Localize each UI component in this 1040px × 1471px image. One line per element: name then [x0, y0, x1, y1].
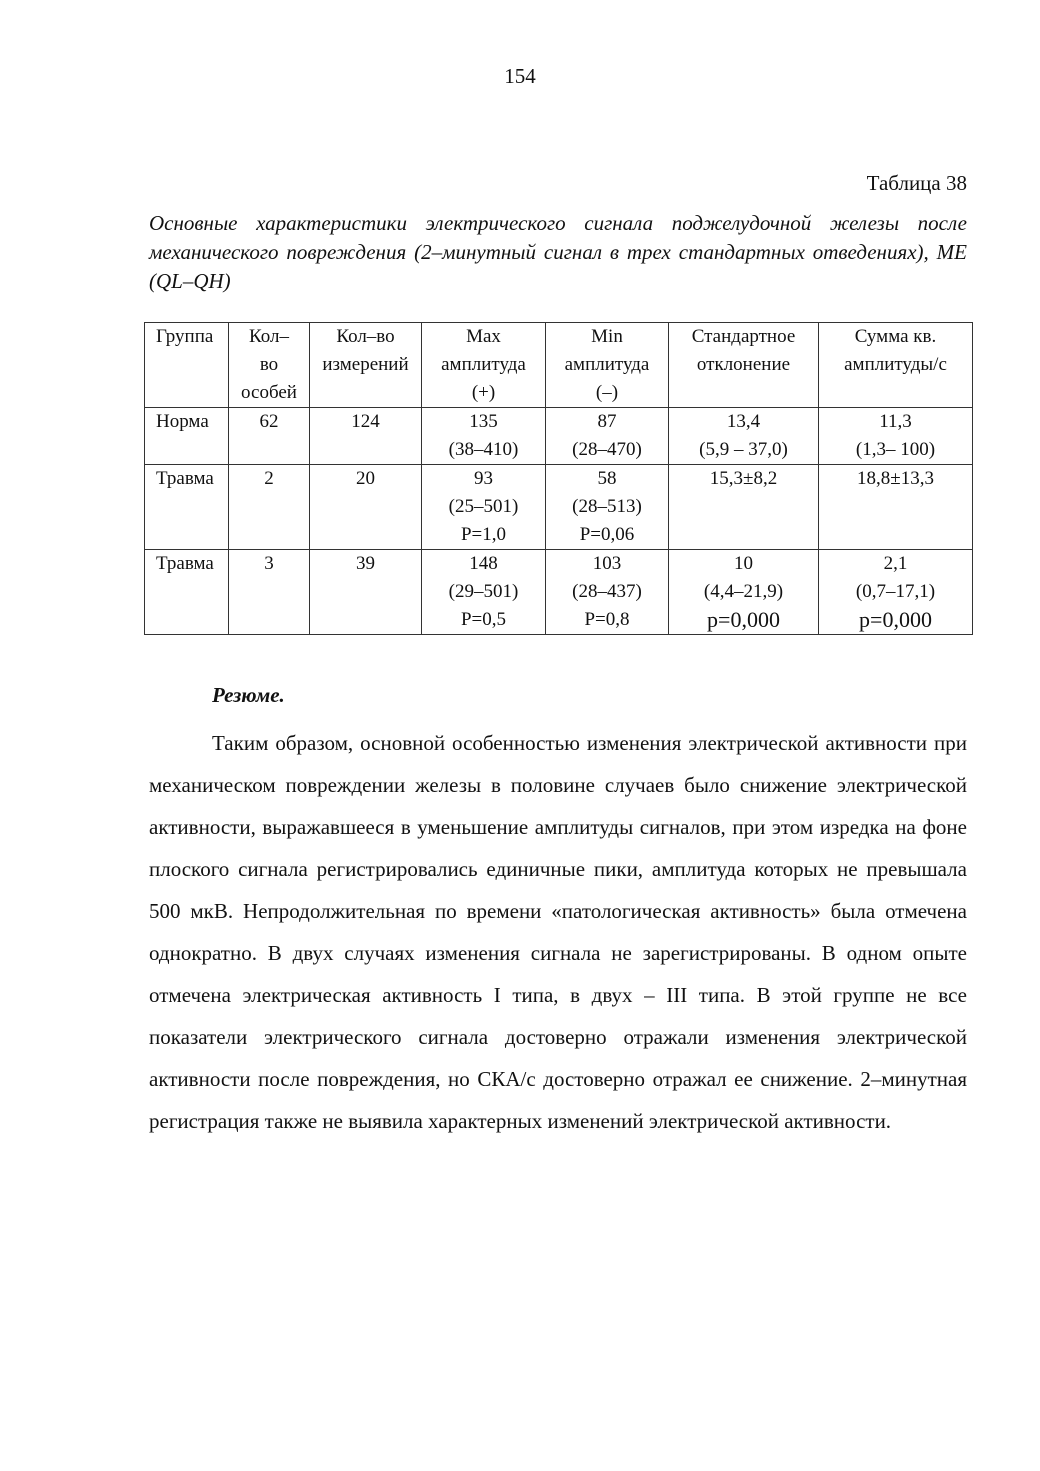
cell-sum-squares: 11,3 (1,3– 100) — [819, 408, 973, 465]
cell-animals: 3 — [229, 550, 310, 635]
table-row — [145, 408, 973, 465]
cell-std-deviation: 10 (4,4–21,9) p=0,000 — [669, 550, 819, 635]
cell-max-amplitude: 93 (25–501) P=1,0 — [422, 465, 546, 550]
cell-min-amplitude: 58 (28–513) P=0,06 — [546, 465, 669, 550]
resume-paragraph: Таким образом, основной особенностью изменения электрической активности при механическом повреждении железы в половине случаев было снижение электрической активности, выражавшееся в уменьшение амплитуды сигналов, при этом изредка на фоне плоского сигнала регистрировались единичные пики, амплитуда которых не превышала 500 мкВ. Непродолжительная по времени «патологическая активность» была отмечена однократно. В двух случаях изменения сигнала не зарегистрированы. В одном опыте отмечена электрическая активность I типа, в двух – III типа. В этой группе не все показатели электрического сигнала достоверно отражали изменения электрической активности после повреждения, но СКА/с достоверно отражал ее снижение. 2–минутная регистрация также не выявила характерных изменений электрической активности. — [149, 731, 967, 1133]
cell-min-amplitude: 103 (28–437) P=0,8 — [546, 550, 669, 635]
cell-group: Норма — [145, 408, 229, 465]
header-cell-group: Группа — [145, 323, 229, 408]
table-label: Таблица 38 — [866, 171, 967, 195]
cell-std-deviation: 15,3±8,2 — [669, 465, 819, 550]
cell-animals: 62 — [229, 408, 310, 465]
data-table — [144, 322, 973, 635]
cell-group: Травма — [145, 465, 229, 550]
cell-min-amplitude: 87 (28–470) — [546, 408, 669, 465]
header-cell-animals: Кол– во особей — [229, 323, 310, 408]
cell-measurements: 124 — [310, 408, 422, 465]
table-caption: Основные характеристики электрического сигнала поджелудочной железы после механического повреждения (2–минутный сигнал в трех стандартных отведениях), МЕ (QL–QH) — [149, 211, 967, 293]
cell-sum-squares: 2,1 (0,7–17,1) p=0,000 — [819, 550, 973, 635]
table-header-row — [145, 323, 973, 408]
cell-sum-squares: 18,8±13,3 — [819, 465, 973, 550]
cell-max-amplitude: 135 (38–410) — [422, 408, 546, 465]
cell-animals: 2 — [229, 465, 310, 550]
header-cell-measurements: Кол–во измерений — [310, 323, 422, 408]
table-row — [145, 465, 973, 550]
cell-max-amplitude: 148 (29–501) P=0,5 — [422, 550, 546, 635]
cell-measurements: 20 — [310, 465, 422, 550]
header-cell-sum-squares: Сумма кв. амплитуды/с — [819, 323, 973, 408]
cell-std-deviation: 13,4 (5,9 – 37,0) — [669, 408, 819, 465]
table-row — [145, 550, 973, 635]
cell-measurements: 39 — [310, 550, 422, 635]
page-number: 154 — [504, 64, 536, 88]
header-cell-std-deviation: Стандартное отклонение — [669, 323, 819, 408]
resume-heading: Резюме. — [212, 683, 285, 707]
cell-group: Травма — [145, 550, 229, 635]
header-cell-min-amplitude: Min амплитуда (–) — [546, 323, 669, 408]
header-cell-max-amplitude: Max амплитуда (+) — [422, 323, 546, 408]
